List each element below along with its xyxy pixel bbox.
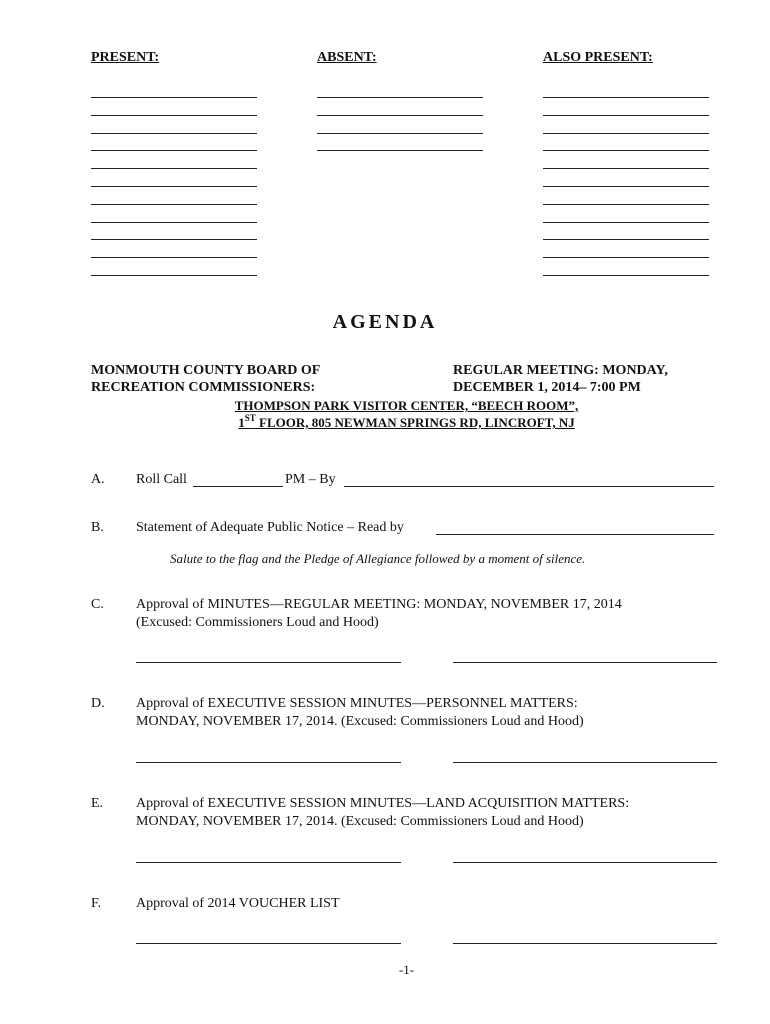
meeting-line-2: DECEMBER 1, 2014– 7:00 PM xyxy=(453,380,641,395)
notice-read-by-line[interactable] xyxy=(436,534,714,535)
absent-label: ABSENT: xyxy=(317,50,377,65)
item-c-line-1: Approval of MINUTES—REGULAR MEETING: MONDAY, NOVEMBER 17, 2014 xyxy=(136,597,622,612)
also-present-name-line[interactable] xyxy=(543,222,709,223)
location-line-2: 1ST FLOOR, 805 NEWMAN SPRINGS RD, LINCROFT, NJ xyxy=(238,413,575,430)
absent-name-line[interactable] xyxy=(317,150,483,151)
present-name-line[interactable] xyxy=(91,257,257,258)
item-c-line-2: (Excused: Commissioners Loud and Hood) xyxy=(136,615,379,630)
present-name-line[interactable] xyxy=(91,222,257,223)
roll-call-by-label: PM – By xyxy=(285,472,336,487)
item-f-line-1: Approval of 2014 VOUCHER LIST xyxy=(136,896,340,911)
second-line[interactable] xyxy=(453,943,717,944)
item-e-line-2: MONDAY, NOVEMBER 17, 2014. (Excused: Commissioners Loud and Hood) xyxy=(136,814,584,829)
salute-text: Salute to the flag and the Pledge of Allegiance followed by a moment of silence. xyxy=(170,551,586,566)
board-line-2: RECREATION COMMISSIONERS: xyxy=(91,380,316,395)
absent-name-line[interactable] xyxy=(317,133,483,134)
present-name-line[interactable] xyxy=(91,186,257,187)
notice-label: Statement of Adequate Public Notice – Read by xyxy=(136,520,404,535)
second-line[interactable] xyxy=(453,662,717,663)
also-present-name-line[interactable] xyxy=(543,186,709,187)
present-label: PRESENT: xyxy=(91,50,160,65)
motion-line[interactable] xyxy=(136,762,401,763)
second-line[interactable] xyxy=(453,762,717,763)
absent-name-line[interactable] xyxy=(317,97,483,98)
item-d-line-1: Approval of EXECUTIVE SESSION MINUTES—PERSONNEL MATTERS: xyxy=(136,696,578,711)
also-present-name-line[interactable] xyxy=(543,168,709,169)
motion-line[interactable] xyxy=(136,943,401,944)
item-b-letter: B. xyxy=(91,520,104,535)
roll-call-time-line[interactable] xyxy=(193,486,283,487)
motion-line[interactable] xyxy=(136,862,401,863)
also-present-name-line[interactable] xyxy=(543,239,709,240)
also-present-name-line[interactable] xyxy=(543,97,709,98)
present-name-line[interactable] xyxy=(91,150,257,151)
second-line[interactable] xyxy=(453,862,717,863)
agenda-title: AGENDA xyxy=(332,311,438,333)
absent-name-line[interactable] xyxy=(317,115,483,116)
location-line-1: THOMPSON PARK VISITOR CENTER, “BEECH ROOM”, xyxy=(234,398,579,413)
page-number: -1- xyxy=(398,962,415,977)
also-present-name-line[interactable] xyxy=(543,257,709,258)
present-name-line[interactable] xyxy=(91,239,257,240)
meeting-line-1: REGULAR MEETING: MONDAY, xyxy=(453,363,668,378)
also-present-name-line[interactable] xyxy=(543,204,709,205)
also-present-name-line[interactable] xyxy=(543,150,709,151)
item-e-line-1: Approval of EXECUTIVE SESSION MINUTES—LAND ACQUISITION MATTERS: xyxy=(136,796,630,811)
item-d-letter: D. xyxy=(91,696,105,711)
present-name-line[interactable] xyxy=(91,204,257,205)
item-a-letter: A. xyxy=(91,472,105,487)
roll-call-by-line[interactable] xyxy=(344,486,714,487)
item-e-letter: E. xyxy=(91,796,104,811)
present-name-line[interactable] xyxy=(91,168,257,169)
motion-line[interactable] xyxy=(136,662,401,663)
present-name-line[interactable] xyxy=(91,115,257,116)
item-c-letter: C. xyxy=(91,597,104,612)
present-name-line[interactable] xyxy=(91,133,257,134)
present-name-line[interactable] xyxy=(91,275,257,276)
roll-call-label: Roll Call xyxy=(136,472,187,487)
board-line-1: MONMOUTH COUNTY BOARD OF xyxy=(91,363,321,378)
also-present-name-line[interactable] xyxy=(543,133,709,134)
also-present-label: ALSO PRESENT: xyxy=(543,50,653,65)
also-present-name-line[interactable] xyxy=(543,115,709,116)
item-d-line-2: MONDAY, NOVEMBER 17, 2014. (Excused: Commissioners Loud and Hood) xyxy=(136,714,584,729)
also-present-name-line[interactable] xyxy=(543,275,709,276)
item-f-letter: F. xyxy=(91,896,102,911)
present-name-line[interactable] xyxy=(91,97,257,98)
